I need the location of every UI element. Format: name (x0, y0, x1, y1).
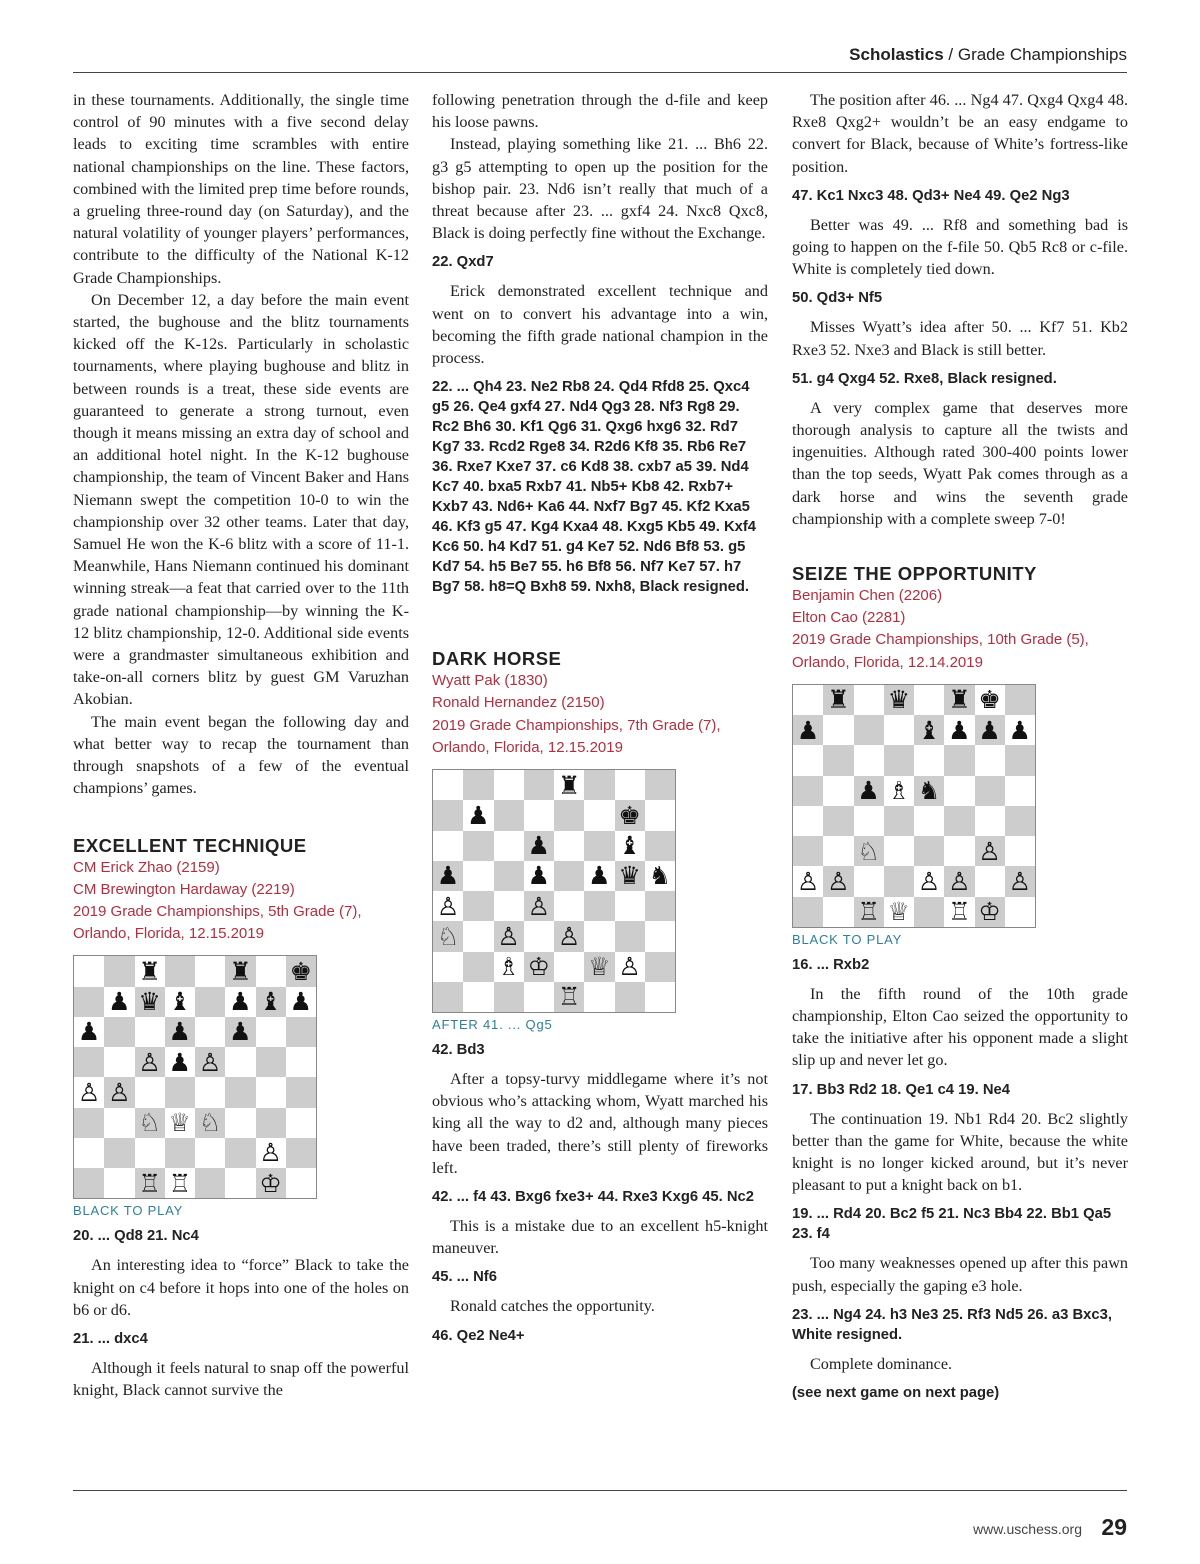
black-pawn-icon: ♟ (225, 987, 255, 1017)
board-square (74, 1138, 104, 1168)
board-square (884, 715, 914, 745)
paragraph: This is a mistake due to an excellent h5-knight maneuver. (432, 1217, 768, 1258)
black-pawn-icon: ♟ (74, 1017, 104, 1047)
board-square (1005, 776, 1035, 806)
board-square (74, 1168, 104, 1198)
move-text: 19. ... Rd4 20. Bc2 f5 21. Nc3 Bb4 22. Bb1 Qa5 23. f4 (792, 1206, 1112, 1243)
black-player: CM Brewington Hardaway (2219) (73, 880, 295, 898)
board-square (645, 831, 675, 861)
event-info: 2019 Grade Championships, 10th Grade (5), (792, 631, 1089, 649)
column-1 (73, 89, 409, 1401)
board-square (584, 800, 614, 830)
column-2 (432, 89, 768, 1354)
board-square (584, 982, 614, 1012)
white-pawn-icon: ♙ (494, 921, 524, 951)
white-queen-icon: ♕ (165, 1108, 195, 1138)
white-pawn-icon: ♙ (1005, 866, 1035, 896)
white-bishop-icon: ♗ (884, 776, 914, 806)
column-3 (792, 89, 1128, 1411)
board-square (256, 1047, 286, 1077)
board-square (645, 952, 675, 982)
white-queen-icon: ♕ (884, 897, 914, 927)
black-pawn-icon: ♟ (584, 861, 614, 891)
black-rook-icon: ♜ (135, 956, 165, 986)
board-square (944, 836, 974, 866)
board-square (225, 1047, 255, 1077)
board-square (104, 1138, 134, 1168)
board-square (944, 745, 974, 775)
diagram-caption: BLACK TO PLAY (792, 931, 903, 947)
paragraph: In the fifth round of the 10th grade championship, Elton Cao seized the opportunity to take the initiative after his opponent made a slight slip up and never let go. (792, 984, 1128, 1070)
black-pawn-icon: ♟ (1005, 715, 1035, 745)
paragraph: Although it feels natural to snap off the powerful knight, Black cannot survive the (73, 1358, 409, 1400)
board-square (554, 800, 584, 830)
move-text: 21. ... dxc4 (73, 1330, 148, 1347)
board-square (195, 1138, 225, 1168)
board-square (165, 956, 195, 986)
board-square (615, 891, 645, 921)
paragraph: After a topsy-turvy middlegame where it’s not obvious who’s attacking whom, Wyatt marched his king all the way to d2 and, although many pieces have been traded, there’s still plenty of fireworks left. (432, 1070, 768, 1177)
board-square (584, 891, 614, 921)
board-square (463, 831, 493, 861)
event-place: Orlando, Florida, 12.15.2019 (73, 925, 264, 943)
board-square (463, 921, 493, 951)
board-square (195, 1077, 225, 1107)
black-pawn-icon: ♟ (433, 861, 463, 891)
section-title: SEIZE THE OPPORTUNITY (792, 563, 1037, 585)
board-square (975, 806, 1005, 836)
board-square (195, 1017, 225, 1047)
white-knight-icon: ♘ (135, 1108, 165, 1138)
board-square (225, 1168, 255, 1198)
event-info: 2019 Grade Championships, 7th Grade (7), (432, 716, 721, 734)
board-square (104, 1017, 134, 1047)
board-square (914, 897, 944, 927)
board-square (524, 800, 554, 830)
white-bishop-icon: ♗ (494, 952, 524, 982)
white-player: Benjamin Chen (2206) (792, 587, 943, 605)
white-pawn-icon: ♙ (944, 866, 974, 896)
white-knight-icon: ♘ (854, 836, 884, 866)
chess-board (73, 955, 317, 1199)
board-square (793, 806, 823, 836)
paragraph: The position after 46. ... Ng4 47. Qxg4 Qxg4 48. Rxe8 Qxg2+ wouldn’t be an easy endgame to convert for Black, because of White’s fortress-like position. (792, 91, 1128, 176)
white-pawn-icon: ♙ (433, 891, 463, 921)
board-square (1005, 836, 1035, 866)
black-pawn-icon: ♟ (793, 715, 823, 745)
paragraph: The continuation 19. Nb1 Rd4 20. Bc2 slightly better than the game for White, because the white knight is no longer kicked around, but it’s never pleasant to put a knight back on b1. (792, 1109, 1128, 1195)
board-square (494, 770, 524, 800)
black-rook-icon: ♜ (944, 685, 974, 715)
board-square (645, 770, 675, 800)
black-player: Ronald Hernandez (2150) (432, 694, 605, 712)
board-square (615, 770, 645, 800)
page-number: 29 (1101, 1514, 1127, 1540)
chess-board (432, 769, 676, 1013)
event-place: Orlando, Florida, 12.14.2019 (792, 653, 983, 671)
board-square (286, 1077, 316, 1107)
board-square (433, 952, 463, 982)
board-square (854, 715, 884, 745)
board-square (1005, 897, 1035, 927)
board-square (135, 1138, 165, 1168)
board-square (494, 800, 524, 830)
board-square (914, 806, 944, 836)
board-square (554, 891, 584, 921)
board-square (494, 861, 524, 891)
board-square (793, 836, 823, 866)
board-square (463, 861, 493, 891)
black-king-icon: ♚ (615, 800, 645, 830)
section-title: DARK HORSE (432, 648, 562, 670)
board-square (494, 982, 524, 1012)
chess-board (792, 684, 1036, 928)
board-square (433, 800, 463, 830)
black-pawn-icon: ♟ (104, 987, 134, 1017)
board-square (584, 921, 614, 951)
move-text: 46. Qe2 Ne4+ (432, 1327, 525, 1344)
paragraph: The main event began the following day and what better way to recap the tournament than through snapshots of a few of the eventual champions’ games. (73, 712, 409, 798)
board-square (975, 776, 1005, 806)
board-square (944, 806, 974, 836)
white-pawn-icon: ♙ (104, 1077, 134, 1107)
board-square (1005, 685, 1035, 715)
black-pawn-icon: ♟ (944, 715, 974, 745)
header-rule (73, 72, 1127, 73)
board-square (854, 806, 884, 836)
board-square (823, 897, 853, 927)
board-square (823, 806, 853, 836)
board-square (884, 866, 914, 896)
event-info: 2019 Grade Championships, 5th Grade (7), (73, 902, 362, 920)
white-rook-icon: ♖ (165, 1168, 195, 1198)
black-bishop-icon: ♝ (914, 715, 944, 745)
move-text: 22. ... Qh4 23. Ne2 Rb8 24. Qd4 Rfd8 25. Qxc4 g5 26. Qe4 gxf4 27. Nd4 Qg3 28. Nf3 Rg8 29. Rc2 Bh6 30. Kf1 Qg6 31. Qxg6 hxg6 32. Rd7 Kg7 33. Rcd2 Rge8 34. R2d6 Kf8 35. Rb6 Re7 36. Rxe7 Kxe7 37. c6 Kd8 38. cxb7 a5 39. Nd4 Kc7 40. bxa5 Rxb7 41. Nb5+ Kb8 42. Rxb7+ Kxb7 43. Nd6+ Ka6 44. Nxf7 Bg7 45. Kf2 Kxa5 46. Kf3 g5 47. Kg4 Kxa4 48. Kxg5 Kb5 49. Kxf4 Kc6 50. h4 Kd7 51. g4 Ke7 52. Nd6 Bf8 53. g5 Kd7 54. h5 Be7 55. h6 Bf8 56. Nf7 Ke7 57. h7 Bg7 58. h8=Q Bxh8 59. Nxh8, Black resigned. (432, 379, 757, 596)
board-square (165, 1138, 195, 1168)
board-square (975, 866, 1005, 896)
board-square (524, 982, 554, 1012)
paragraph: following penetration through the d-file and keep his loose pawns. (432, 91, 768, 132)
white-queen-icon: ♕ (584, 952, 614, 982)
board-square (74, 1108, 104, 1138)
black-rook-icon: ♜ (823, 685, 853, 715)
paragraph: Erick demonstrated excellent technique and went on to convert his advantage into a win, becoming the fifth grade national champion in the process. (432, 282, 768, 368)
white-rook-icon: ♖ (554, 982, 584, 1012)
board-square (433, 982, 463, 1012)
board-square (823, 745, 853, 775)
paragraph: A very complex game that deserves more thorough analysis to capture all the twists and ingenuities. Although rated 300-400 points lower than the top seeds, Wyatt Pak comes through as a dark horse and wins the seventh grade championship with a complete sweep 7-0! (792, 398, 1128, 528)
white-king-icon: ♔ (975, 897, 1005, 927)
board-square (256, 956, 286, 986)
white-knight-icon: ♘ (195, 1108, 225, 1138)
black-pawn-icon: ♟ (225, 1017, 255, 1047)
board-square (286, 1017, 316, 1047)
move-text: 22. Qxd7 (432, 254, 494, 271)
board-square (225, 1077, 255, 1107)
black-rook-icon: ♜ (554, 770, 584, 800)
white-pawn-icon: ♙ (554, 921, 584, 951)
black-pawn-icon: ♟ (854, 776, 884, 806)
black-king-icon: ♚ (975, 685, 1005, 715)
board-square (823, 836, 853, 866)
move-text: 23. ... Ng4 24. h3 Ne3 25. Rf3 Nd5 26. a3 Bxc3, White resigned. (792, 1306, 1112, 1343)
header-subsection: Grade Championships (957, 45, 1127, 64)
black-king-icon: ♚ (286, 956, 316, 986)
board-square (884, 836, 914, 866)
black-pawn-icon: ♟ (165, 1047, 195, 1077)
move-text: 42. Bd3 (432, 1042, 485, 1059)
header-separator: / (943, 45, 958, 64)
white-king-icon: ♔ (256, 1168, 286, 1198)
paragraph: Ronald catches the opportunity. (450, 1297, 655, 1316)
board-square (944, 776, 974, 806)
black-player: Elton Cao (2281) (792, 609, 906, 627)
header-section: Scholastics (849, 45, 944, 64)
board-square (195, 987, 225, 1017)
white-rook-icon: ♖ (854, 897, 884, 927)
board-square (74, 956, 104, 986)
white-king-icon: ♔ (524, 952, 554, 982)
board-square (854, 685, 884, 715)
board-square (74, 1047, 104, 1077)
white-pawn-icon: ♙ (74, 1077, 104, 1107)
board-square (854, 745, 884, 775)
move-text: 42. ... f4 43. Bxg6 fxe3+ 44. Rxe3 Kxg6 45. Nc2 (432, 1189, 755, 1206)
black-knight-icon: ♞ (645, 861, 675, 891)
white-player: CM Erick Zhao (2159) (73, 858, 220, 876)
board-square (793, 897, 823, 927)
board-square (463, 891, 493, 921)
white-pawn-icon: ♙ (823, 866, 853, 896)
board-square (104, 1108, 134, 1138)
move-text: 51. g4 Qxg4 52. Rxe8, Black resigned. (792, 370, 1057, 387)
board-square (256, 1108, 286, 1138)
move-text: (see next game on next page) (792, 1385, 1000, 1402)
board-square (884, 745, 914, 775)
board-square (645, 891, 675, 921)
board-square (584, 831, 614, 861)
paragraph: Better was 49. ... Rf8 and something bad is going to happen on the f-file 50. Qb5 Rc8 or c-file. White is completely tied down. (792, 215, 1128, 279)
board-square (104, 1168, 134, 1198)
board-square (494, 891, 524, 921)
board-square (793, 745, 823, 775)
footer-url: www.uschess.org (973, 1521, 1082, 1537)
board-square (225, 1108, 255, 1138)
board-square (854, 866, 884, 896)
black-knight-icon: ♞ (914, 776, 944, 806)
white-player: Wyatt Pak (1830) (432, 672, 548, 690)
black-bishop-icon: ♝ (165, 987, 195, 1017)
board-square (463, 770, 493, 800)
board-square (615, 921, 645, 951)
board-square (195, 956, 225, 986)
white-knight-icon: ♘ (433, 921, 463, 951)
diagram-caption: BLACK TO PLAY (73, 1203, 184, 1219)
paragraph: Complete dominance. (810, 1354, 953, 1373)
board-square (195, 1168, 225, 1198)
board-square (554, 952, 584, 982)
move-text: 47. Kc1 Nxc3 48. Qd3+ Ne4 49. Qe2 Ng3 (792, 187, 1070, 204)
white-rook-icon: ♖ (944, 897, 974, 927)
board-square (225, 1138, 255, 1168)
board-square (286, 1047, 316, 1077)
white-pawn-icon: ♙ (524, 891, 554, 921)
board-square (256, 1017, 286, 1047)
board-square (584, 770, 614, 800)
board-square (135, 1017, 165, 1047)
board-square (463, 982, 493, 1012)
board-square (1005, 806, 1035, 836)
paragraph: On December 12, a day before the main event started, the bughouse and the blitz tournaments kicked off the K-12s. Particularly in scholastic tournaments, where playing bughouse and blitz in between rounds is a treat, these side events are guaranteed to generate a strong turnout, even though it means missing an extra day of school and an additional hotel night. In the K-12 bughouse championship, the team of Vincent Baker and Hans Niemann swept the competition 10-0 to win the championship over 32 other teams. Later that day, Samuel He won the K-6 blitz with a score of 11-1. Meanwhile, Hans Niemann continued his dominant winning streak—a feat that carried over to the 11th grade national championship—by winning the K-12 blitz championship, 12-0. Additional side events were a grandmaster simultaneous exhibition and take-on-all corners blitz by guest GM Varuzhan Akobian. (73, 290, 409, 709)
board-square (165, 1077, 195, 1107)
board-square (104, 1047, 134, 1077)
board-square (823, 776, 853, 806)
board-square (554, 831, 584, 861)
board-square (615, 982, 645, 1012)
move-text: 50. Qd3+ Nf5 (792, 290, 883, 307)
board-square (1005, 745, 1035, 775)
black-queen-icon: ♛ (884, 685, 914, 715)
running-header (849, 45, 1127, 65)
board-square (135, 1077, 165, 1107)
board-square (524, 770, 554, 800)
event-place: Orlando, Florida, 12.15.2019 (432, 738, 623, 756)
board-square (286, 1168, 316, 1198)
paragraph: Misses Wyatt’s idea after 50. ... Kf7 51. Kb2 Rxe3 52. Nxe3 and Black is still better. (792, 318, 1128, 359)
black-pawn-icon: ♟ (463, 800, 493, 830)
board-square (914, 836, 944, 866)
white-pawn-icon: ♙ (914, 866, 944, 896)
board-square (286, 1108, 316, 1138)
white-pawn-icon: ♙ (135, 1047, 165, 1077)
board-square (645, 800, 675, 830)
board-square (286, 1138, 316, 1168)
board-square (256, 1077, 286, 1107)
move-text: 45. ... Nf6 (432, 1269, 497, 1286)
white-pawn-icon: ♙ (793, 866, 823, 896)
black-pawn-icon: ♟ (975, 715, 1005, 745)
board-square (645, 982, 675, 1012)
black-pawn-icon: ♟ (524, 861, 554, 891)
black-queen-icon: ♛ (135, 987, 165, 1017)
white-pawn-icon: ♙ (975, 836, 1005, 866)
section-title: EXCELLENT TECHNIQUE (73, 834, 307, 856)
white-rook-icon: ♖ (135, 1168, 165, 1198)
move-text: 17. Bb3 Rd2 18. Qe1 c4 19. Ne4 (792, 1081, 1010, 1098)
black-queen-icon: ♛ (615, 861, 645, 891)
board-square (914, 745, 944, 775)
board-square (433, 831, 463, 861)
board-square (645, 921, 675, 951)
paragraph: An interesting idea to “force” Black to take the knight on c4 before it hops into one of the holes on b6 or d6. (73, 1256, 409, 1319)
white-pawn-icon: ♙ (195, 1047, 225, 1077)
black-pawn-icon: ♟ (165, 1017, 195, 1047)
board-square (463, 952, 493, 982)
white-pawn-icon: ♙ (615, 952, 645, 982)
board-square (823, 715, 853, 745)
black-rook-icon: ♜ (225, 956, 255, 986)
paragraph: Instead, playing something like 21. ... Bh6 22. g3 g5 attempting to open up the position for the bishop pair. 23. Nd6 isn’t really that much of a threat because after 23. ... gxf4 24. Nxc8 Qxc8, Black is doing perfectly fine without the Exchange. (432, 135, 768, 243)
board-square (975, 745, 1005, 775)
white-pawn-icon: ♙ (256, 1138, 286, 1168)
board-square (494, 831, 524, 861)
paragraph: in these tournaments. Additionally, the single time control of 90 minutes with a five second delay leads to exciting time scrambles with entire national championships on the line. These factors, combined with the limited prep time before rounds, a grueling three-round day (on Saturday), and the natural volatility of younger players’ performances, contribute to the difficulty of the National K-12 Grade Championships. (73, 91, 409, 287)
board-square (914, 685, 944, 715)
black-pawn-icon: ♟ (524, 831, 554, 861)
footer-rule (73, 1490, 1127, 1491)
board-square (793, 776, 823, 806)
diagram-caption: AFTER 41. ... Qg5 (432, 1017, 553, 1033)
black-bishop-icon: ♝ (256, 987, 286, 1017)
paragraph: Too many weaknesses opened up after this pawn push, especially the gaping e3 hole. (792, 1254, 1128, 1295)
board-square (74, 987, 104, 1017)
board-square (793, 685, 823, 715)
move-text: 16. ... Rxb2 (792, 956, 870, 973)
black-pawn-icon: ♟ (286, 987, 316, 1017)
board-square (433, 770, 463, 800)
black-bishop-icon: ♝ (615, 831, 645, 861)
board-square (884, 806, 914, 836)
board-square (524, 921, 554, 951)
move-text: 20. ... Qd8 21. Nc4 (73, 1228, 199, 1245)
board-square (104, 956, 134, 986)
board-square (554, 861, 584, 891)
